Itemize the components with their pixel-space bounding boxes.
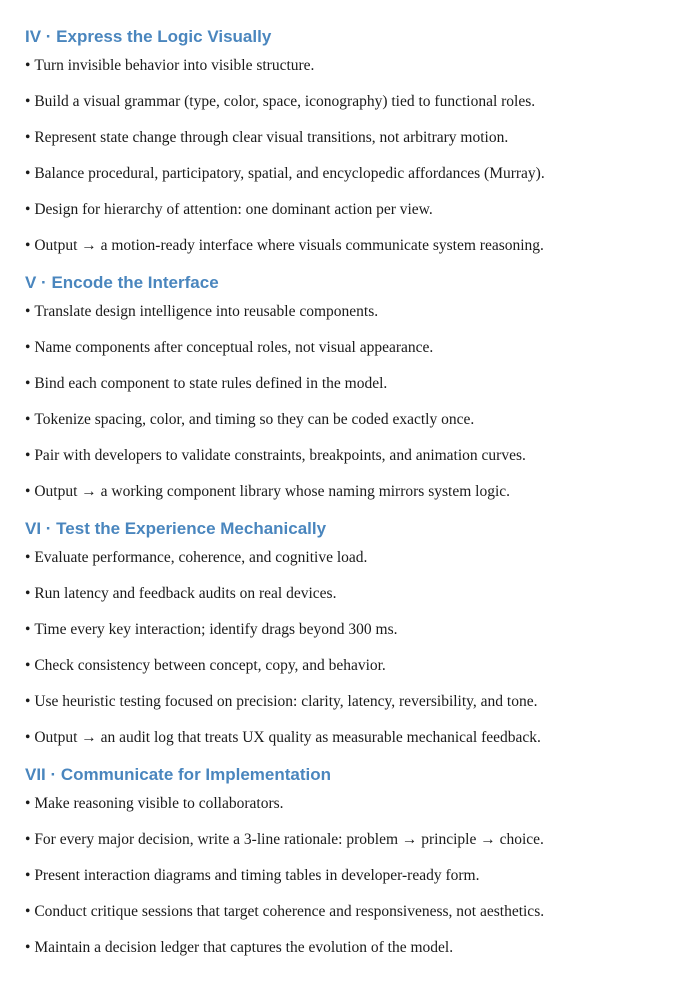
list-item: • Make reasoning visible to collaborators. [25,794,672,813]
document-section [25,272,672,501]
list-item: • Name components after conceptual roles, not visual appearance. [25,338,672,357]
list-item: • Design for hierarchy of attention: one dominant action per view. [25,200,672,219]
list-item: • Build a visual grammar (type, color, space, iconography) tied to functional roles. [25,92,672,111]
bullet-list [25,302,672,501]
list-item: • Represent state change through clear visual transitions, not arbitrary motion. [25,128,672,147]
list-item: • For every major decision, write a 3-line rationale: problem → principle → choice. [25,830,672,849]
list-item: • Tokenize spacing, color, and timing so they can be coded exactly once. [25,410,672,429]
list-item: • Run latency and feedback audits on real devices. [25,584,672,603]
bullet-list [25,56,672,255]
list-item: • Output → a working component library whose naming mirrors system logic. [25,482,672,501]
document-section [25,764,672,957]
list-item: • Use heuristic testing focused on precision: clarity, latency, reversibility, and tone. [25,692,672,711]
list-item: • Bind each component to state rules defined in the model. [25,374,672,393]
list-item: • Pair with developers to validate constraints, breakpoints, and animation curves. [25,446,672,465]
section-heading: IV · Express the Logic Visually [25,27,272,46]
list-item: • Check consistency between concept, copy, and behavior. [25,656,672,675]
section-heading: VI · Test the Experience Mechanically [25,519,327,538]
list-item: • Conduct critique sessions that target coherence and responsiveness, not aesthetics. [25,902,672,921]
document-section [25,26,672,255]
list-item: • Time every key interaction; identify drags beyond 300 ms. [25,620,672,639]
document-section [25,518,672,747]
list-item: • Translate design intelligence into reusable components. [25,302,672,321]
list-item: • Present interaction diagrams and timing tables in developer-ready form. [25,866,672,885]
list-item: • Balance procedural, participatory, spatial, and encyclopedic affordances (Murray). [25,164,672,183]
section-heading: V · Encode the Interface [25,273,219,292]
section-heading: VII · Communicate for Implementation [25,765,332,784]
list-item: • Turn invisible behavior into visible structure. [25,56,672,75]
list-item: • Maintain a decision ledger that captures the evolution of the model. [25,938,672,957]
list-item: • Output → a motion-ready interface where visuals communicate system reasoning. [25,236,672,255]
list-item: • Evaluate performance, coherence, and cognitive load. [25,548,672,567]
list-item: • Output → an audit log that treats UX quality as measurable mechanical feedback. [25,728,672,747]
bullet-list [25,548,672,747]
bullet-list [25,794,672,957]
